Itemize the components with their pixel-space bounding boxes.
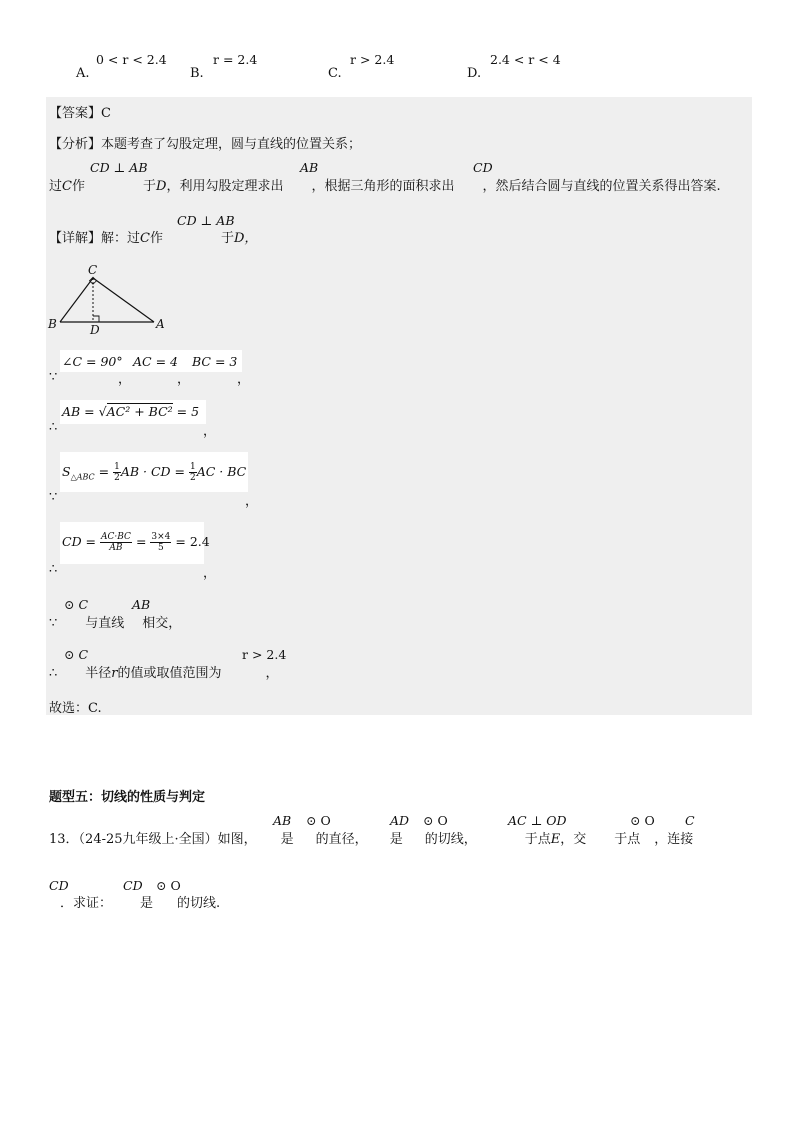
step1-ac: AC = 4: [133, 354, 178, 369]
q13-math-cd2: CD: [123, 878, 143, 893]
section-title: 题型五：切线的性质与判定: [49, 790, 206, 805]
q13-math-cd: CD: [49, 878, 69, 893]
step3-math: $S_{\triangle ABC}$ = $\frac{1}{2}$ AB · CD = $\frac{1}{2}$ AC · BC: [62, 462, 247, 483]
choose-line: 故选：C.: [49, 701, 102, 716]
q13-math-o1: ⊙ O: [306, 813, 331, 828]
figure-label-b: B: [48, 317, 57, 331]
step2-comma: ，: [203, 424, 217, 439]
step3-comma: ，: [245, 494, 259, 509]
q13-math-ac-od: AC ⊥ OD: [508, 813, 567, 828]
detail-line: 【详解】解：过C作 于D，: [49, 231, 258, 246]
step6-line: ∴ 半径r的值或取值范围为 ，: [49, 666, 279, 681]
step1-comma2: ，: [177, 372, 191, 387]
q13-line1: 13．（24-25九年级上·全国）如图， 是 的直径， 是 的切线， 于点E，交 于点 ，连接: [49, 832, 694, 847]
step1-bc: BC = 3: [192, 354, 238, 369]
triangle-figure: [44, 260, 184, 340]
option-a-math: 0 < r < 2.4: [96, 52, 167, 67]
step1-comma1: ，: [118, 372, 132, 387]
step4-math: CD = $\frac{AC\cdot BC}{AB}$ = $\frac{3\times 4}{5}$ = 2.4: [62, 532, 210, 553]
option-a-label: A.: [76, 66, 90, 81]
q13-math-ad: AD: [390, 813, 410, 828]
q13-math-o4: ⊙ O: [156, 878, 181, 893]
step5-ab: AB: [132, 597, 151, 612]
step4-therefore: ∴: [49, 562, 58, 577]
answer-text: 【答案】C: [49, 106, 111, 121]
q13-math-c: C: [685, 813, 695, 828]
option-b-math: r = 2.4: [213, 52, 258, 67]
q13-math-o2: ⊙ O: [423, 813, 448, 828]
step6-range: r > 2.4: [242, 647, 287, 662]
step2-math: AB = √AC² + BC² = 5: [62, 404, 200, 419]
step1-angle: ∠C = 90°: [62, 354, 123, 369]
step6-circle-c: ⊙ C: [64, 647, 89, 662]
figure-label-a: A: [156, 317, 165, 331]
analysis-math-cd: CD: [473, 160, 493, 175]
step5-circle-c: ⊙ C: [64, 597, 89, 612]
figure-label-d: D: [90, 323, 100, 337]
step5-line: ∵ 与直线 相交，: [49, 616, 182, 631]
q13-math-o3: ⊙ O: [630, 813, 655, 828]
q13-line2: ．求证： 是 的切线.: [60, 896, 221, 911]
option-d-math: 2.4 < r < 4: [490, 52, 561, 67]
step1-because: ∵: [49, 370, 58, 385]
analysis-line2: 过C作 于D，利用勾股定理求出 ，根据三角形的面积求出 ，然后结合圆与直线的位置关系得出答案.: [49, 179, 721, 194]
analysis-math-ab: AB: [300, 160, 319, 175]
step4-comma: ，: [203, 566, 217, 581]
q13-math-ab: AB: [273, 813, 292, 828]
option-b-label: B.: [190, 66, 204, 81]
figure-label-c: C: [88, 263, 98, 277]
step3-because: ∵: [49, 490, 58, 505]
detail-math-cd-ab: CD ⊥ AB: [177, 213, 235, 228]
analysis-math-cd-ab: CD ⊥ AB: [90, 160, 148, 175]
option-c-math: r > 2.4: [350, 52, 395, 67]
option-d-label: D.: [467, 66, 482, 81]
step1-comma3: ，: [237, 372, 251, 387]
step2-therefore: ∴: [49, 420, 58, 435]
analysis-line1: 【分析】本题考查了勾股定理，圆与直线的位置关系；: [49, 137, 362, 152]
option-c-label: C.: [328, 66, 342, 81]
